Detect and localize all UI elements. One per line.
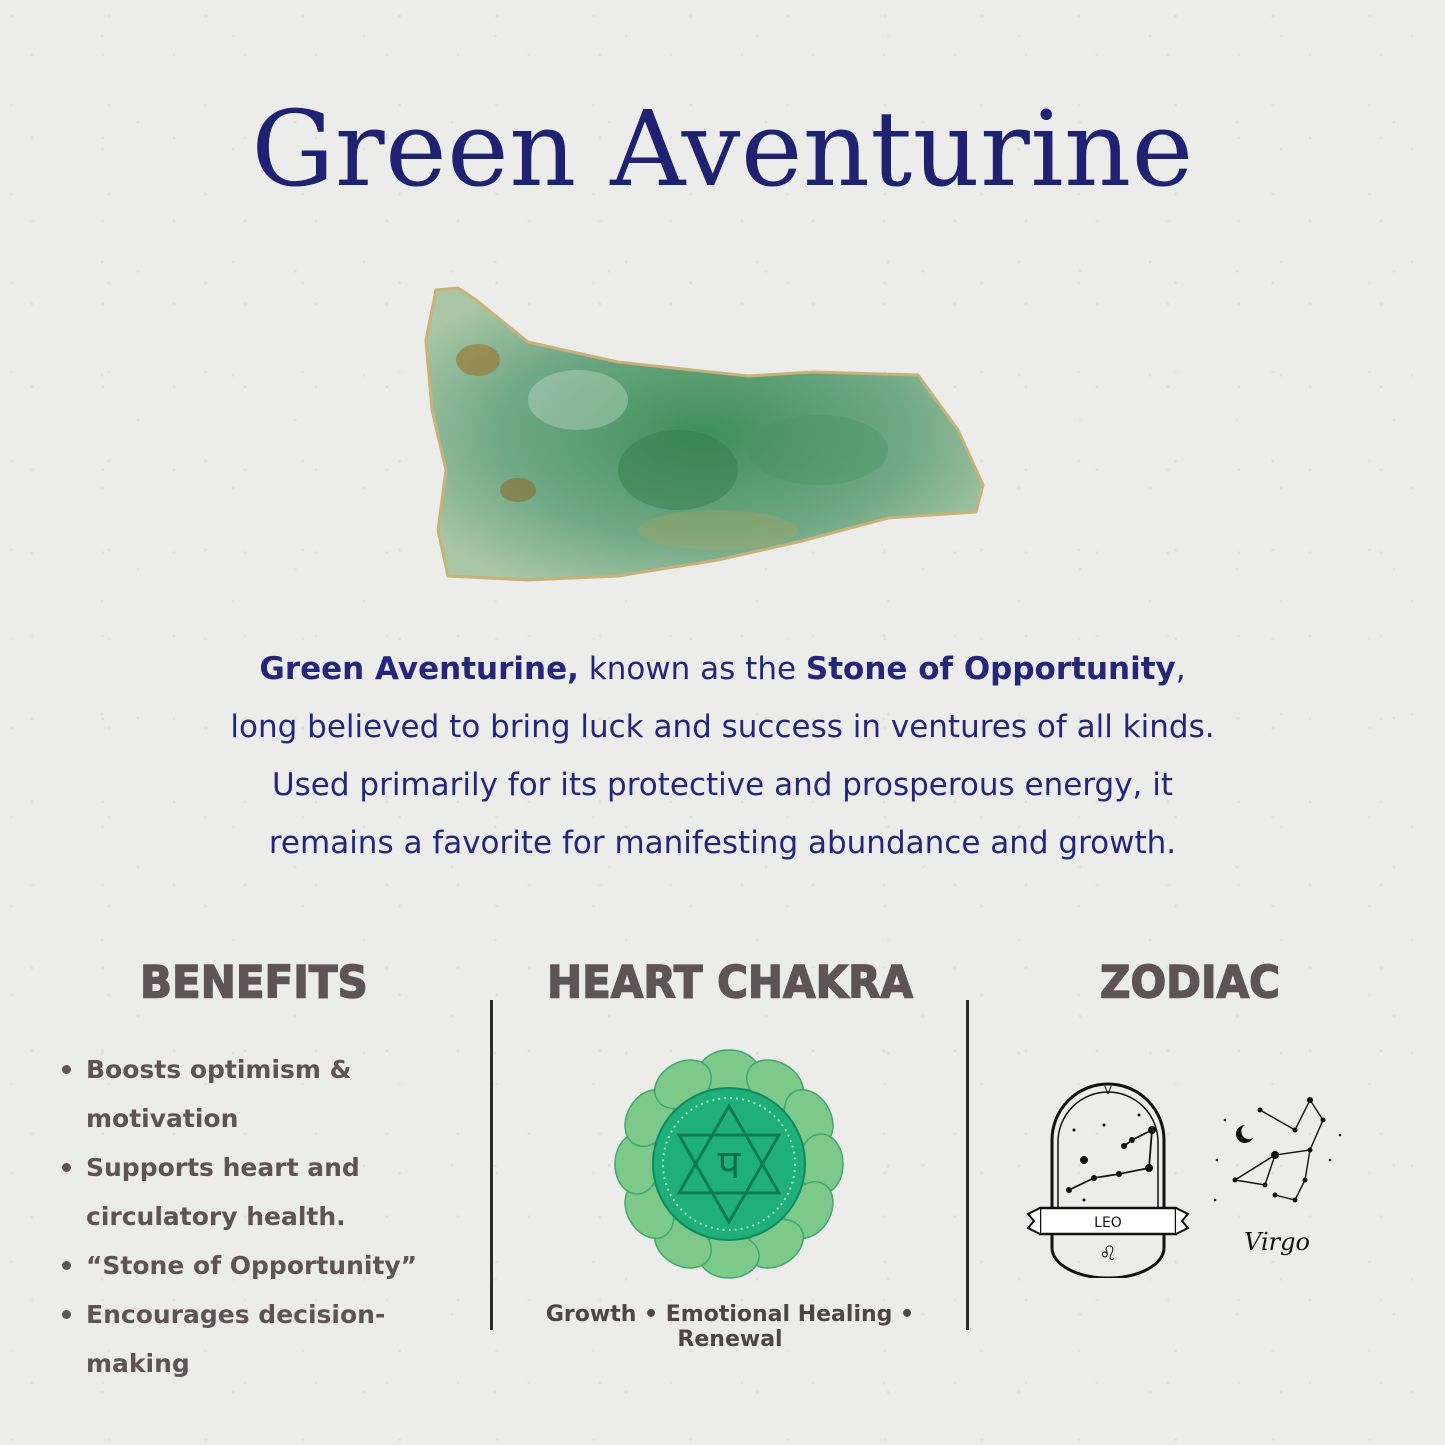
leo-numeral: V — [1104, 1084, 1112, 1097]
stone-name-bold: Green Aventurine, — [259, 651, 579, 687]
virgo-label: Virgo — [1244, 1228, 1310, 1256]
stone-description — [230, 640, 1215, 872]
heart-chakra-icon — [606, 1048, 852, 1280]
stone-image — [418, 280, 998, 590]
stone-nickname-bold: Stone of Opportunity — [805, 651, 1176, 687]
chakra-symbol: प — [717, 1142, 741, 1188]
chakra-heading: HEART CHAKRA — [547, 956, 913, 1009]
leo-label: LEO — [1094, 1215, 1122, 1231]
leo-glyph: ♌ — [1099, 1241, 1117, 1265]
list-item: “Stone of Opportunity” — [60, 1241, 480, 1290]
list-item: Supports heart and circulatory health. — [60, 1143, 480, 1241]
divider-left — [490, 1000, 493, 1330]
chakra-caption: Growth • Emotional Healing • Renewal — [545, 1302, 915, 1352]
list-item: Encourages decision-making — [60, 1290, 480, 1388]
benefits-heading: BENEFITS — [140, 956, 368, 1009]
virgo-zodiac-icon — [1205, 1080, 1355, 1270]
page-title: Green Aventurine — [251, 88, 1194, 210]
description-part2: , long believed to bring luck and success in ventures of all kinds. Used primarily for its protective and prosperous energy, it remains a favorite for manifesting abundance and growth. — [230, 651, 1215, 861]
leo-zodiac-icon — [1024, 1070, 1192, 1278]
zodiac-heading: ZODIAC — [1100, 956, 1280, 1009]
benefits-list — [60, 1045, 480, 1388]
description-part1: known as the — [578, 651, 806, 687]
divider-right — [966, 1000, 969, 1330]
list-item: Boosts optimism & motivation — [60, 1045, 480, 1143]
